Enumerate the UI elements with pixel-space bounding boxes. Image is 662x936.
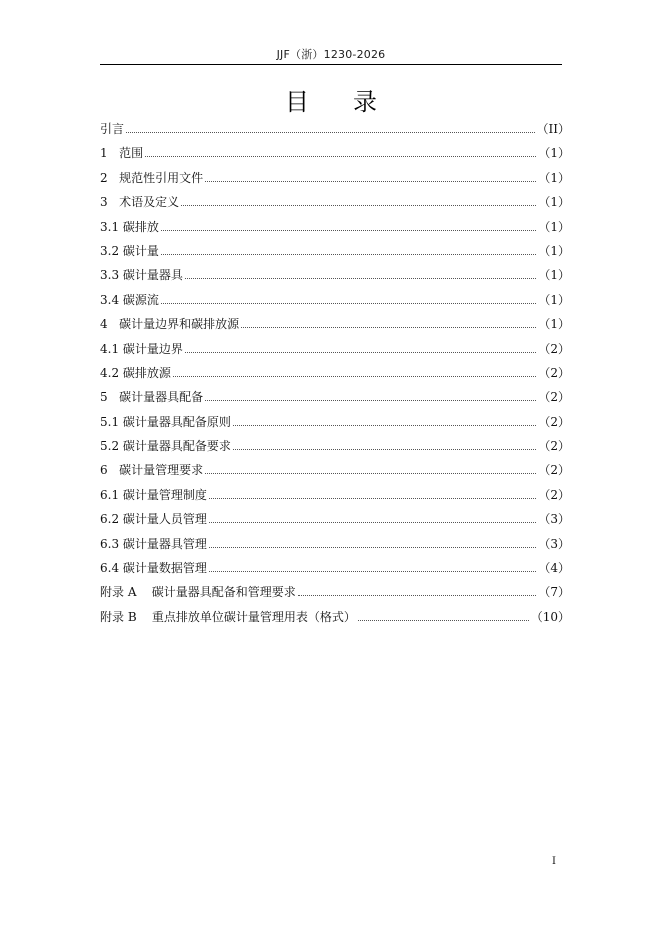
toc-entry-number: 3.1 xyxy=(100,219,123,234)
toc-dot-leader xyxy=(126,121,535,133)
toc-entry[interactable] xyxy=(100,266,570,290)
toc-entry-title: 碳计量 xyxy=(122,243,159,258)
toc-dot-leader xyxy=(185,341,536,353)
toc-entry[interactable] xyxy=(100,437,570,461)
toc-entry-number: 3.4 xyxy=(100,292,123,307)
toc-dot-leader xyxy=(209,487,536,499)
toc-entry-page: （1） xyxy=(538,170,570,185)
toc-entry-page: （1） xyxy=(538,219,570,234)
toc-entry-page: （II） xyxy=(536,122,570,136)
toc-entry-title: 碳计量管理制度 xyxy=(122,487,207,502)
toc-entry[interactable] xyxy=(100,291,570,315)
toc-dot-leader xyxy=(205,389,536,401)
toc-entry[interactable] xyxy=(100,169,570,193)
toc-entry[interactable] xyxy=(100,486,570,510)
toc-entry-number: 1 xyxy=(100,146,120,161)
toc-entry-page: （1） xyxy=(538,146,570,161)
toc-entry-number: 5.2 xyxy=(100,439,123,454)
toc-entry[interactable] xyxy=(100,120,570,144)
toc-list xyxy=(100,120,570,632)
toc-dot-leader xyxy=(161,243,536,255)
toc-entry-title: 碳计量器具配备原则 xyxy=(122,414,231,429)
toc-entry[interactable] xyxy=(100,242,570,266)
toc-entry-page: （1） xyxy=(538,317,570,332)
toc-entry-page: （2） xyxy=(538,414,570,429)
toc-entry-number: 2 xyxy=(100,170,120,185)
toc-entry-number: 6.4 xyxy=(100,561,123,576)
toc-entry-title: 重点排放单位碳计量管理用表（格式） xyxy=(151,609,356,624)
toc-dot-leader xyxy=(161,292,536,304)
toc-entry-page: （2） xyxy=(538,439,570,454)
toc-title: 目录 xyxy=(285,88,421,116)
toc-entry[interactable] xyxy=(100,559,570,583)
toc-dot-leader xyxy=(298,584,537,596)
toc-entry-number: 4 xyxy=(100,317,120,332)
toc-entry-title: 碳计量数据管理 xyxy=(122,561,207,576)
toc-entry-title: 碳源流 xyxy=(122,292,159,307)
toc-entry-title: 碳排放 xyxy=(122,219,159,234)
toc-entry-title: 碳计量人员管理 xyxy=(122,512,207,527)
toc-entry[interactable] xyxy=(100,535,570,559)
toc-entry-number: 4.1 xyxy=(100,341,123,356)
toc-entry-number: 附录 A xyxy=(100,585,152,600)
toc-dot-leader xyxy=(233,414,536,426)
toc-entry-page: （1） xyxy=(538,268,570,283)
page-number: I xyxy=(552,856,556,867)
toc-entry-number: 3 xyxy=(100,195,120,210)
toc-entry[interactable] xyxy=(100,388,570,412)
toc-entry[interactable] xyxy=(100,340,570,364)
toc-entry-title: 碳计量边界 xyxy=(122,341,183,356)
header-rule xyxy=(100,64,562,65)
toc-entry-number: 5.1 xyxy=(100,414,123,429)
toc-dot-leader xyxy=(233,438,536,450)
toc-entry-title: 规范性引用文件 xyxy=(119,170,204,185)
toc-entry-page: （10） xyxy=(530,609,570,624)
toc-entry-page: （7） xyxy=(538,585,570,600)
toc-entry-page: （4） xyxy=(538,561,570,576)
toc-entry-title: 碳计量器具 xyxy=(122,268,183,283)
toc-entry[interactable] xyxy=(100,461,570,485)
toc-entry-page: （3） xyxy=(538,512,570,527)
toc-entry-title: 引言 xyxy=(100,122,125,136)
toc-entry-number: 6.2 xyxy=(100,512,123,527)
toc-dot-leader xyxy=(205,170,536,182)
toc-dot-leader xyxy=(145,145,536,157)
toc-entry-page: （1） xyxy=(538,292,570,307)
toc-entry-page: （1） xyxy=(538,195,570,210)
toc-entry-title: 碳计量器具配备 xyxy=(119,390,204,405)
toc-dot-leader xyxy=(209,536,536,548)
toc-entry-title: 碳计量边界和碳排放源 xyxy=(119,317,240,332)
toc-entry-number: 6 xyxy=(100,463,120,478)
toc-dot-leader xyxy=(161,219,536,231)
toc-entry[interactable] xyxy=(100,315,570,339)
toc-entry[interactable] xyxy=(100,193,570,217)
toc-entry-number: 3.3 xyxy=(100,268,123,283)
toc-entry-title: 范围 xyxy=(119,146,144,161)
toc-entry-page: （3） xyxy=(538,536,570,551)
toc-entry[interactable] xyxy=(100,583,570,607)
document-code-header: JJF（浙）1230-2026 xyxy=(276,48,386,61)
toc-entry-page: （1） xyxy=(538,243,570,258)
toc-entry[interactable] xyxy=(100,510,570,534)
toc-dot-leader xyxy=(358,609,529,621)
toc-dot-leader xyxy=(209,511,536,523)
toc-entry[interactable] xyxy=(100,413,570,437)
toc-dot-leader xyxy=(209,560,536,572)
toc-entry-page: （2） xyxy=(538,365,570,380)
toc-entry-title: 碳计量器具配备要求 xyxy=(122,439,231,454)
toc-entry-number: 附录 B xyxy=(100,609,152,624)
toc-entry-number: 6.3 xyxy=(100,536,123,551)
toc-entry-title: 碳计量器具配备和管理要求 xyxy=(151,585,296,600)
toc-entry-page: （2） xyxy=(538,463,570,478)
toc-entry-number: 3.2 xyxy=(100,243,123,258)
toc-dot-leader xyxy=(205,462,536,474)
toc-entry-page: （2） xyxy=(538,487,570,502)
toc-dot-leader xyxy=(173,365,536,377)
toc-entry-title: 碳排放源 xyxy=(122,365,171,380)
toc-entry-number: 4.2 xyxy=(100,365,123,380)
toc-entry[interactable] xyxy=(100,218,570,242)
toc-entry-title: 术语及定义 xyxy=(119,195,180,210)
toc-entry[interactable] xyxy=(100,608,570,632)
toc-entry[interactable] xyxy=(100,144,570,168)
toc-dot-leader xyxy=(241,316,536,328)
toc-entry-number: 5 xyxy=(100,390,120,405)
toc-entry-title: 碳计量器具管理 xyxy=(122,536,207,551)
toc-dot-leader xyxy=(185,267,536,279)
toc-dot-leader xyxy=(181,194,536,206)
toc-entry[interactable] xyxy=(100,364,570,388)
toc-entry-number: 6.1 xyxy=(100,487,123,502)
toc-entry-page: （2） xyxy=(538,390,570,405)
toc-entry-title: 碳计量管理要求 xyxy=(119,463,204,478)
toc-entry-page: （2） xyxy=(538,341,570,356)
